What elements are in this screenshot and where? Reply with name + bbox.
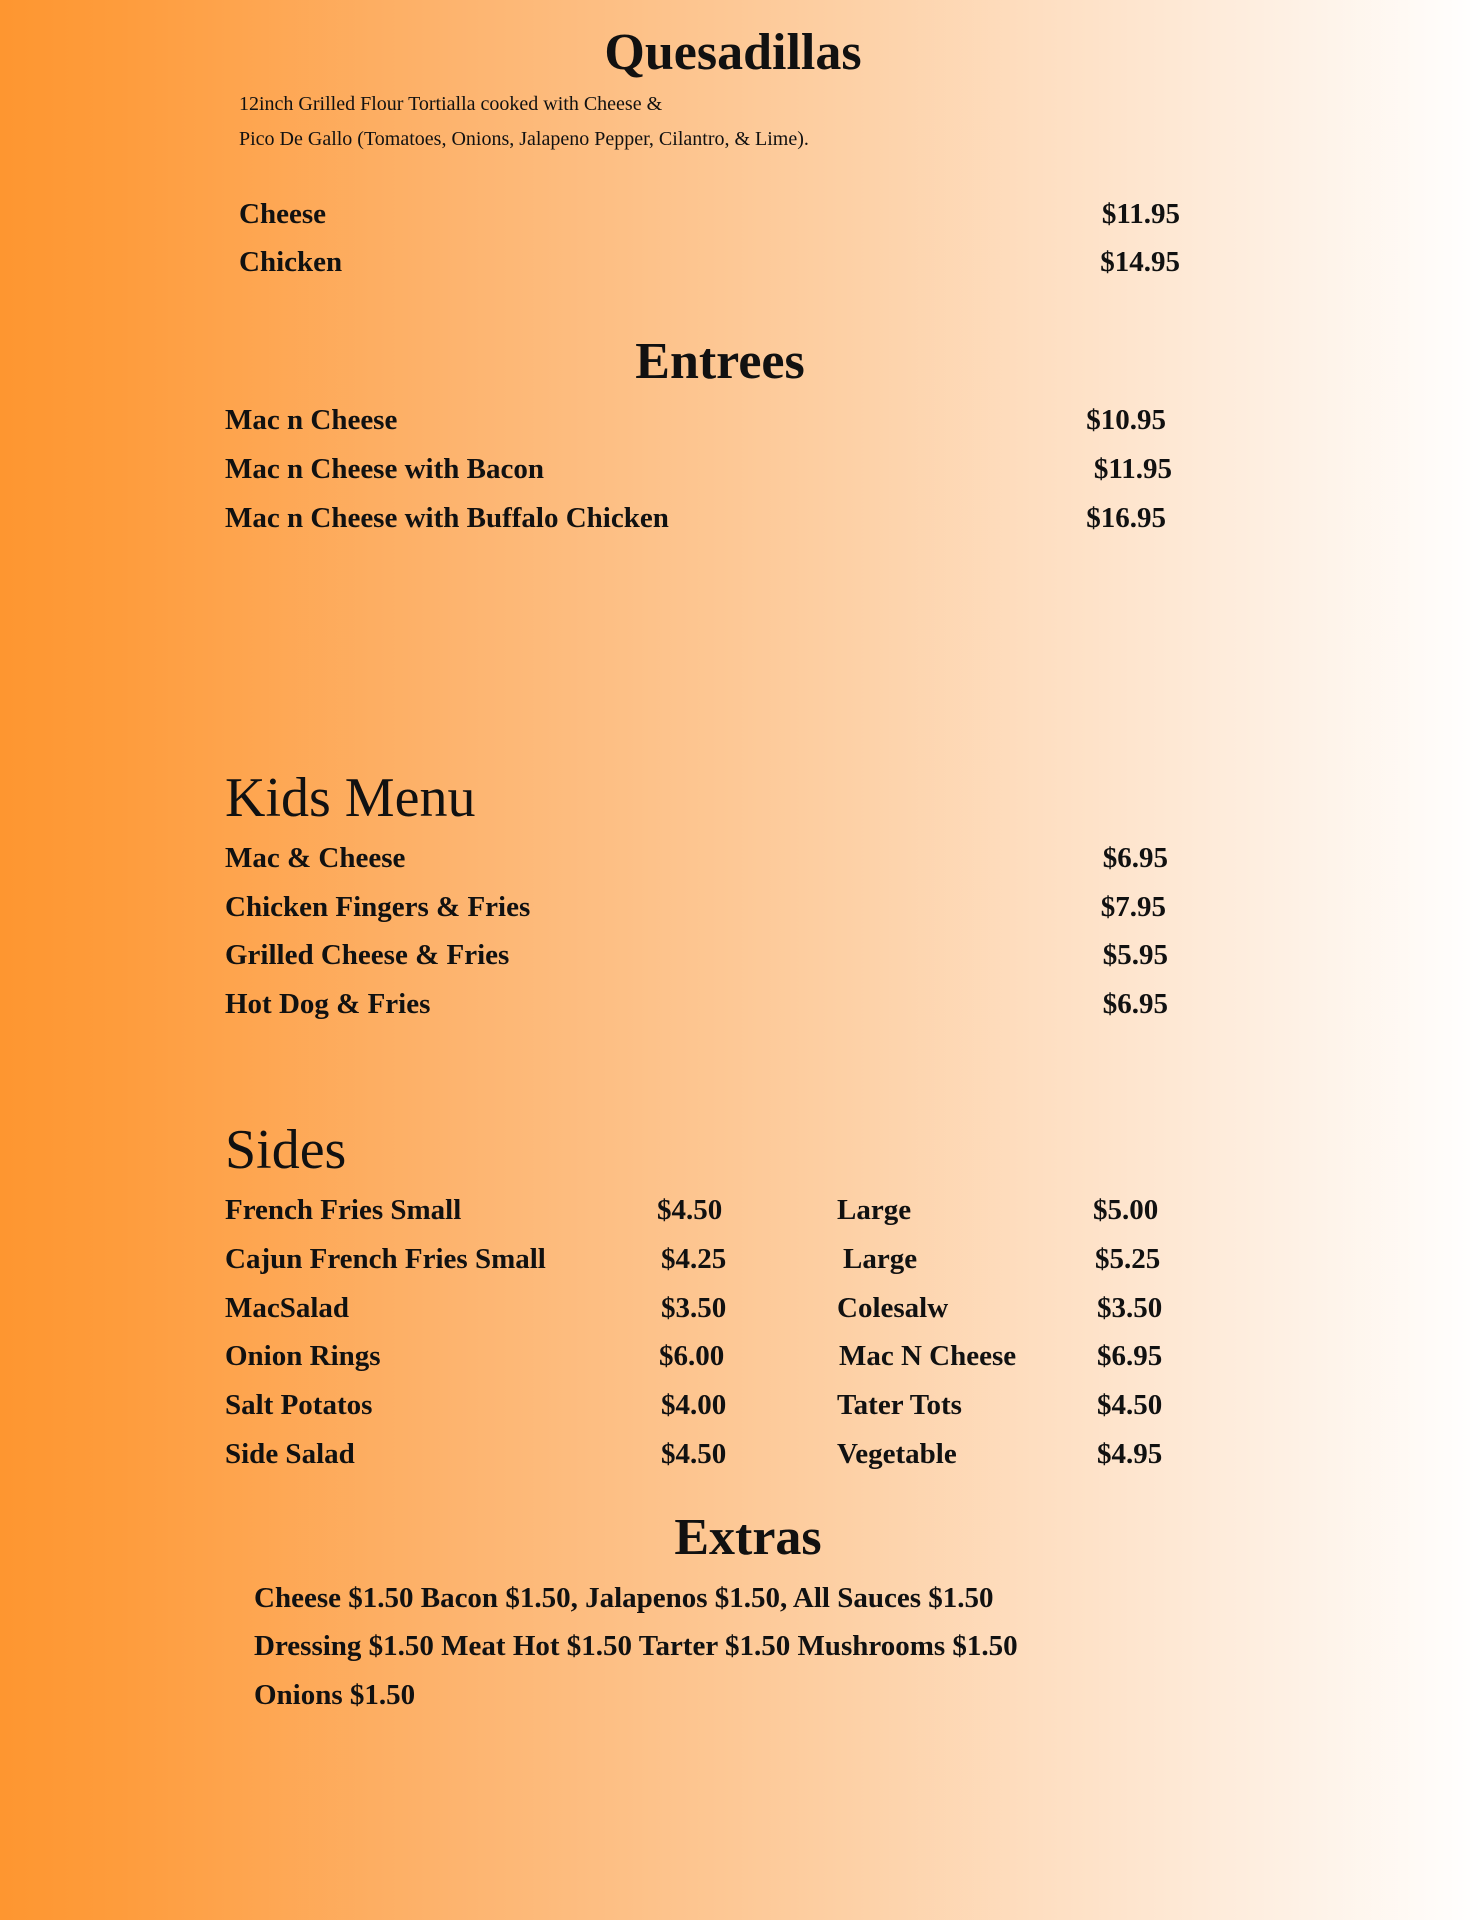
- quesadillas-item-name: Chicken: [239, 246, 343, 278]
- entrees-item-price: $10.95: [1086, 404, 1166, 436]
- quesadillas-description-line2: Pico De Gallo (Tomatoes, Onions, Jalapeno Pepper, Cilantro, & Lime).: [239, 128, 809, 150]
- kids-menu-heading: Kids Menu: [225, 767, 476, 829]
- kids-menu-item-price: $7.95: [1100, 891, 1166, 923]
- sides-item-price: $3.50: [1097, 1292, 1163, 1324]
- kids-menu-item-price: $6.95: [1102, 842, 1168, 874]
- extras-line: Onions $1.50: [254, 1679, 416, 1711]
- entrees-item-name: Mac n Cheese with Buffalo Chicken: [225, 502, 669, 534]
- sides-item-price: $6.00: [659, 1340, 725, 1372]
- entrees-item-name: Mac n Cheese: [225, 404, 398, 436]
- kids-menu-item-name: Hot Dog & Fries: [225, 988, 431, 1020]
- sides-item-name: Side Salad: [225, 1438, 355, 1470]
- sides-item-name: Cajun French Fries Small: [225, 1243, 546, 1275]
- sides-item-name: Large: [837, 1194, 912, 1226]
- sides-item-name: MacSalad: [225, 1292, 350, 1324]
- quesadillas-description-line1: 12inch Grilled Flour Tortialla cooked with Cheese &: [239, 93, 663, 115]
- kids-menu-item-name: Grilled Cheese & Fries: [225, 939, 510, 971]
- sides-item-name: Colesalw: [837, 1292, 949, 1324]
- sides-heading: Sides: [225, 1119, 347, 1181]
- sides-item-name: Salt Potatos: [225, 1389, 373, 1421]
- sides-item-price: $4.50: [661, 1438, 727, 1470]
- sides-item-name: Onion Rings: [225, 1340, 381, 1372]
- sides-item-name: French Fries Small: [225, 1194, 462, 1226]
- quesadillas-item-price: $14.95: [1100, 246, 1180, 278]
- kids-menu-item-name: Mac & Cheese: [225, 842, 406, 874]
- entrees-item-price: $11.95: [1093, 453, 1172, 485]
- quesadillas-item-price: $11.95: [1101, 198, 1180, 230]
- sides-item-price: $5.25: [1095, 1243, 1161, 1275]
- sides-item-price: $4.50: [657, 1194, 723, 1226]
- sides-item-name: Vegetable: [837, 1438, 957, 1470]
- sides-item-price: $4.00: [661, 1389, 727, 1421]
- kids-menu-item-price: $6.95: [1102, 988, 1168, 1020]
- sides-item-name: Large: [843, 1243, 918, 1275]
- quesadillas-item-name: Cheese: [239, 198, 326, 230]
- entrees-item-price: $16.95: [1086, 502, 1166, 534]
- sides-item-price: $6.95: [1097, 1340, 1163, 1372]
- sides-item-price: $4.25: [661, 1243, 727, 1275]
- sides-item-price: $3.50: [661, 1292, 727, 1324]
- entrees-heading: Entrees: [635, 333, 805, 390]
- kids-menu-item-price: $5.95: [1102, 939, 1168, 971]
- extras-line: Cheese $1.50 Bacon $1.50, Jalapenos $1.50, All Sauces $1.50: [254, 1582, 994, 1614]
- extras-heading: Extras: [674, 1509, 822, 1566]
- quesadillas-heading: Quesadillas: [604, 24, 862, 81]
- sides-item-price: $4.95: [1097, 1438, 1163, 1470]
- sides-item-price: $5.00: [1093, 1194, 1159, 1226]
- sides-item-name: Mac N Cheese: [839, 1340, 1017, 1372]
- kids-menu-item-name: Chicken Fingers & Fries: [225, 891, 531, 923]
- entrees-item-name: Mac n Cheese with Bacon: [225, 453, 544, 485]
- sides-item-price: $4.50: [1097, 1389, 1163, 1421]
- extras-line: Dressing $1.50 Meat Hot $1.50 Tarter $1.50 Mushrooms $1.50: [254, 1630, 1018, 1662]
- sides-item-name: Tater Tots: [837, 1389, 962, 1421]
